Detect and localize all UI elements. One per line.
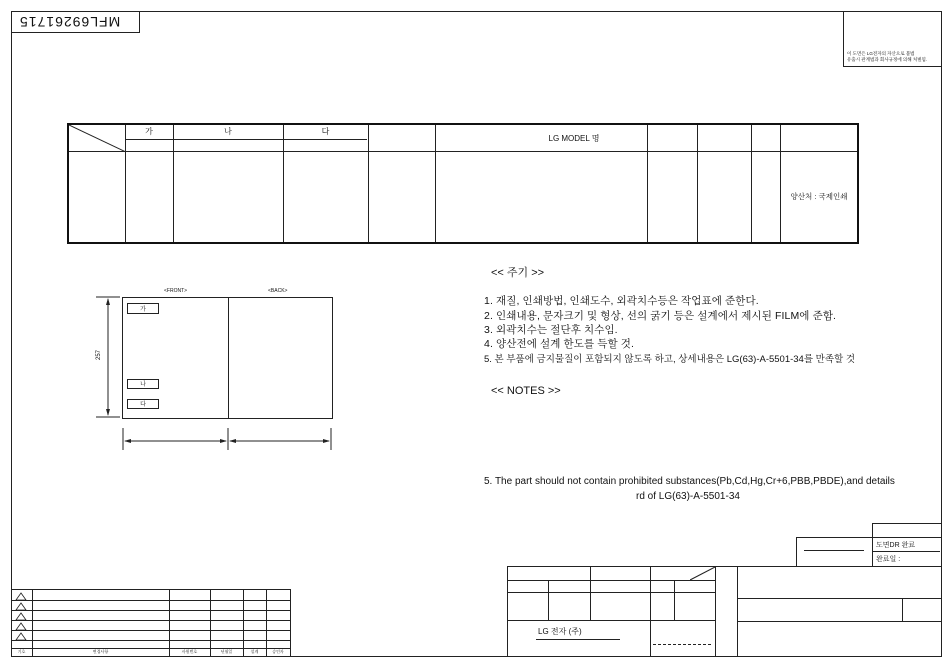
box-na: 나 xyxy=(127,379,159,389)
approval-line-2: 완료일 : xyxy=(876,556,901,563)
rev-footer-date: 년월일 xyxy=(220,649,233,654)
note-en-5-line2: rd of LG(63)-A-5501-34 xyxy=(636,491,740,502)
note-ko-2: 2. 인쇄내용, 문자크기 및 형상, 선의 굵기 등은 설계에서 제시된 FILM에 준함. xyxy=(484,310,837,322)
copyright-line-2: 유출시 관계법과 회사규정에 의해 처벌됨. xyxy=(847,57,928,62)
rev-footer-design: 설계 xyxy=(250,649,259,654)
box-da: 다 xyxy=(127,399,159,409)
notes-ko-title: << 주기 >> xyxy=(491,267,545,279)
header-cell-ga: 가 xyxy=(145,127,153,136)
header-cell-da: 다 xyxy=(321,127,330,136)
rev-footer-change: 변경사항 xyxy=(92,649,109,654)
back-label: <BACK> xyxy=(268,288,288,294)
producer-text: 양산처 : 국제인쇄 xyxy=(790,192,848,201)
title-diagonal xyxy=(690,567,716,581)
copyright-line-1: 이 도면은 LG전자의 자산으로 불법 xyxy=(847,51,915,56)
header-cell-model: LG MODEL 명 xyxy=(548,134,600,143)
note-ko-3: 3. 외곽치수는 절단후 치수임. xyxy=(484,324,618,336)
rev-footer-approver: 승인자 xyxy=(272,649,284,654)
front-label: <FRONT> xyxy=(164,288,188,294)
title-block xyxy=(507,566,941,656)
notes-en-title: << NOTES >> xyxy=(491,385,561,397)
box-ga: 가 xyxy=(127,303,159,314)
approval-line-1: 도면DR 완료 xyxy=(876,542,916,549)
height-dimension: 257 xyxy=(96,349,103,361)
revision-table xyxy=(11,589,291,656)
note-ko-4: 4. 양산전에 설계 한도를 득할 것. xyxy=(484,338,634,350)
rev-footer-symbol: 기호 xyxy=(17,649,26,654)
header-cell-na: 나 xyxy=(224,127,232,136)
note-ko-1: 1. 재질, 인쇄방법, 인쇄도수, 외곽치수등은 작업표에 준한다. xyxy=(484,295,759,307)
note-en-5-line1: 5. The part should not contain prohibited substances(Pb,Cd,Hg,Cr+6,PBB,PBDE),and details xyxy=(484,476,895,487)
doc-number: MFL69261715 xyxy=(19,14,121,30)
approval-box xyxy=(796,537,941,567)
revision-triangles-icon xyxy=(15,592,27,650)
note-ko-5: 5. 본 부품에 금지물질이 포함되지 않도록 하고, 상세내용은 LG(63)-A-5501-34를 만족할 것 xyxy=(484,354,856,365)
rev-footer-empno: 사원번호 xyxy=(181,649,198,654)
company-name: LG 전자 (주) xyxy=(538,627,582,636)
